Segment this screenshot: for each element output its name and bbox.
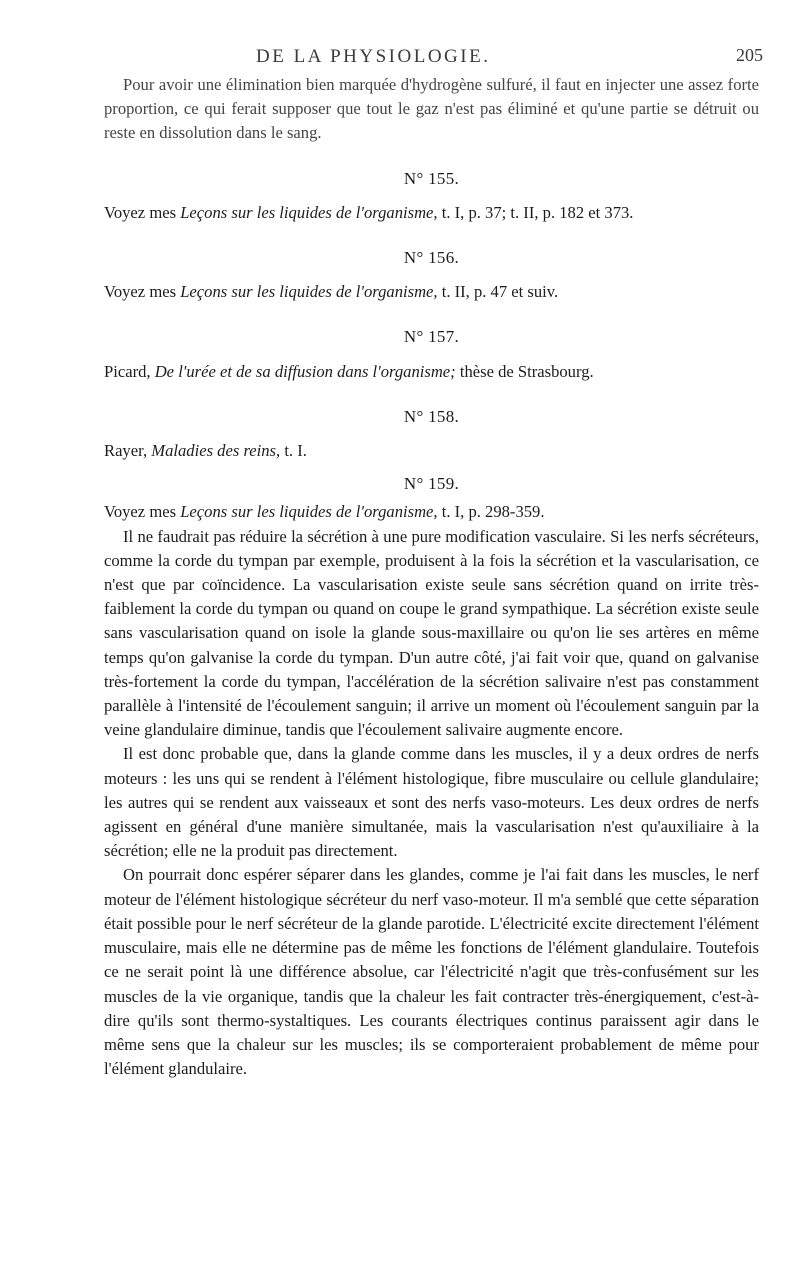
note-text-158: Rayer, Maladies des reins, t. I. — [104, 441, 307, 461]
note-number-155: N° 155. — [403, 168, 460, 188]
note-number-159: N° 159. — [403, 474, 460, 494]
note-title: Maladies des reins, — [151, 441, 281, 461]
note-title: De l'urée et de sa diffusion dans l'organisme; — [154, 361, 456, 381]
note-number-156: N° 156. — [403, 248, 460, 268]
note-title: Leçons sur les liquides de l'organisme, — [180, 282, 438, 302]
opening-paragraph: Pour avoir une élimination bien marquée d'hydrogène sulfuré, il faut en injecter une assez forte proportion, ce qui ferait supposer que tout le gaz n'est pas éliminé et qu'une partie se détruit ou reste en dissolution dans le sang. — [104, 75, 759, 143]
page-number: 205 — [736, 45, 763, 65]
body-paragraph-3: On pourrait donc espérer séparer dans les glandes, comme je l'ai fait dans les muscles, le nerf moteur de l'élément histologique sécréteur du nerf vaso-moteur. Il m'a semblé que cette séparation était possible pour le nerf sécréteur de la glande parotide. L'électricité excite directement l'élément musculaire, mais elle ne détermine pas de même les fonctions de l'élément glandulaire. Toutefois ce ne serait point là une différence absolue, car l'électricité n'agit que très-confusément sur les muscles de la vie organique, tandis que la chaleur les fait contracter très-énergiquement, c'est-à-dire qu'ils sont thermo-systaltiques. Les courants électriques continus paraissent agir dans le même sens que la chaleur sur les muscles; ils se comporteraient probablement de même pour l'élément glandulaire. — [104, 865, 759, 1079]
note-text-159: Voyez mes Leçons sur les liquides de l'organisme, t. I, p. 298-359. — [104, 502, 545, 522]
note-text-157: Picard, De l'urée et de sa diffusion dans l'organisme; thèse de Strasbourg. — [104, 361, 594, 381]
page-body — [104, 73, 759, 1081]
running-title: DE LA PHYSIOLOGIE. — [256, 46, 491, 67]
note-text-156: Voyez mes Leçons sur les liquides de l'organisme, t. II, p. 47 et suiv. — [104, 282, 559, 302]
note-title: Leçons sur les liquides de l'organisme, — [180, 202, 438, 222]
body-paragraph-1: Il ne faudrait pas réduire la sécrétion à une pure modification vasculaire. Si les nerfs sécréteurs, comme la corde du tympan par exemple, produisent à la fois la sécrétion et la vascularisation, ce n'est que par coïncidence. La vascularisation existe seule sans sécrétion quand on irrite très-faiblement la corde du tympan ou quand on coupe le grand sympathique. La sécrétion existe seule sans vascularisation quand on isole la glande sous-maxillaire ou qu'on lie ses artères en même temps qu'on galvanise la corde du tympan. D'un autre côté, j'ai fait voir que, quand on galvanise très-fortement la corde du tympan, l'accélération de la sécrétion salivaire n'est pas constamment parallèle à l'intensité de l'écoulement sanguin; il arrive un moment où l'écoulement sanguin par la veine glandulaire diminue, tandis que l'écoulement salivaire augmente encore. — [104, 526, 759, 740]
body-paragraph-2: Il est donc probable que, dans la glande comme dans les muscles, il y a deux ordres de nerfs moteurs : les uns qui se rendent à l'élément histologique, fibre musculaire ou cellule glandulaire; les autres qui se rendent aux vaisseaux et sont des nerfs vaso-moteurs. Les deux ordres de nerfs agissent en général d'une manière simultanée, mais la vascularisation n'est qu'auxiliaire à la sécrétion; elle ne la produit pas directement. — [104, 744, 759, 861]
note-title: Leçons sur les liquides de l'organisme, — [180, 502, 438, 522]
note-text-155: Voyez mes Leçons sur les liquides de l'organisme, t. I, p. 37; t. II, p. 182 et 373. — [104, 202, 634, 222]
note-number-157: N° 157. — [403, 327, 460, 347]
note-number-158: N° 158. — [403, 406, 460, 426]
